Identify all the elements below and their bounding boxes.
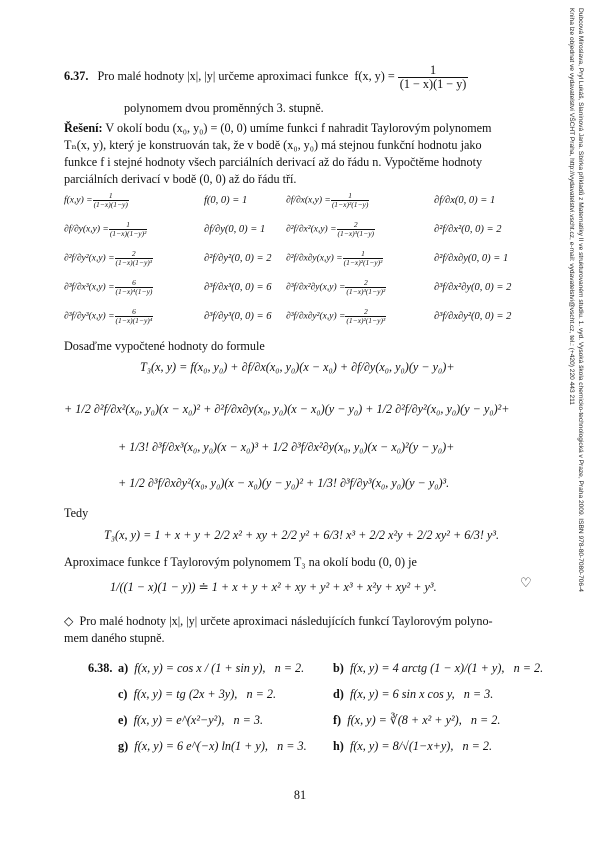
derivative-expression (286, 192, 369, 209)
side-note-line1: Dubcová Miroslava, Pryl Lukáš, Slaninová Jana. Sbírka příkladů z Matematiky II ve strukturovaném studiu. 1. vyd. Vysoká škola chemicko-technologická v Praze, Praha 2009. ISBN 978-80-7080-706-4 (577, 8, 584, 592)
derivative-fraction (115, 250, 154, 267)
exercise-item (333, 739, 492, 754)
fraction-numerator: 2 (115, 250, 154, 259)
solution-line2: Tₙ(x, y), který je konstruován tak, že v bodě (x₀, y₀) má stejnou funkční hodnotu jako (64, 138, 482, 152)
derivative-expression (286, 221, 375, 238)
derivative-expression (286, 308, 386, 325)
exercise-item-label: h) (333, 739, 344, 753)
derivative-label: ∂f/∂x(x,y) = (286, 195, 331, 206)
derivative-fraction (115, 308, 154, 325)
fraction-denominator: (1−x)²(1−y)² (343, 257, 383, 267)
exercise-item-label: g) (118, 739, 129, 753)
fraction-denominator: (1−x)³(1−y) (337, 228, 375, 238)
derivative-expression (286, 279, 386, 296)
frac-den: (1 − x)(1 − y) (399, 76, 467, 91)
fraction-denominator: (1−x)(1−y)⁴ (115, 315, 153, 325)
derivative-row (64, 248, 534, 274)
exercise-item-expression: f(x, y) = 4 arctg (1 − x)/(1 + y), (349, 661, 505, 675)
problem-fraction (398, 64, 469, 91)
exercise-item-label: b) (333, 661, 344, 675)
derivative-label: ∂³f/∂y³(x,y) = (64, 311, 115, 322)
exercise-item-expression: f(x, y) = e^(x²−y²), (133, 713, 225, 727)
exercise-item-degree: n = 2. (246, 687, 277, 701)
exercise-item (333, 713, 500, 728)
fraction-numerator: 2 (345, 279, 386, 288)
fraction-denominator: (1−x)(1−y)³ (115, 257, 153, 267)
derivative-value: ∂f/∂x(0, 0) = 1 (434, 195, 496, 206)
derivative-label: ∂³f/∂x²∂y(x,y) = (286, 282, 346, 293)
problem-637-header (64, 64, 468, 91)
problem-func: f(x, y) = (354, 69, 395, 84)
solution-label: Řešení: (64, 121, 103, 135)
fraction-denominator: (1−x)⁴(1−y) (115, 286, 153, 296)
derivative-fraction (109, 221, 148, 238)
exercise-item-expression: f(x, y) = 6 sin x cos y, (349, 687, 455, 701)
exercise-item (118, 739, 307, 754)
derivative-fraction (343, 250, 384, 267)
exercise-item-degree: n = 3. (233, 713, 264, 727)
fraction-denominator: (1−x)²(1−y)³ (346, 315, 386, 325)
fraction-numerator: 1 (109, 221, 148, 230)
derivative-value: ∂²f/∂x∂y(0, 0) = 1 (434, 253, 509, 264)
derivative-value: ∂³f/∂x²∂y(0, 0) = 2 (434, 282, 512, 293)
exercise-item-degree: n = 2. (513, 661, 544, 675)
derivative-value: ∂f/∂y(0, 0) = 1 (204, 224, 266, 235)
derivative-fraction (331, 192, 370, 209)
exercise-item-expression: f(x, y) = 6 e^(−x) ln(1 + y), (134, 739, 268, 753)
heart-icon: ♡ (520, 576, 532, 591)
fraction-numerator: 2 (345, 308, 386, 317)
exercise-line2: mem daného stupně. (64, 631, 165, 645)
derivative-value: ∂³f/∂x∂y²(0, 0) = 2 (434, 311, 512, 322)
fraction-denominator: (1−x)(1−y) (93, 199, 128, 209)
fraction-denominator: (1−x)(1−y)² (109, 228, 147, 238)
derivative-fraction (93, 192, 129, 209)
derivative-label: ∂³f/∂x∂y²(x,y) = (286, 311, 346, 322)
formula-line4: + 1/2 ∂³f/∂x∂y²(x₀, y₀)(x − x₀)(y − y₀)² + 1/3! ∂³f/∂y³(x₀, y₀)(y − y₀)³. (118, 476, 450, 490)
derivative-fraction (345, 279, 386, 296)
exercise-line1 (64, 614, 493, 629)
derivative-row (64, 219, 534, 245)
exercise-item-label: d) (333, 687, 344, 701)
solution-line4: parciálních derivací v bodě (0, 0) až do řádu tří. (64, 172, 297, 186)
solution-line3: funkce f i stejné hodnoty všech parciálních derivací až do řádu n. Vypočtěme hodnoty (64, 155, 483, 169)
derivative-label: f(x,y) = (64, 195, 93, 206)
exercise-item-label: e) (118, 713, 128, 727)
derivative-label: ∂³f/∂x³(x,y) = (64, 282, 115, 293)
fraction-denominator: (1−x)²(1−y) (331, 199, 369, 209)
exercise-item-expression: f(x, y) = 8/√(1−x+y), (349, 739, 454, 753)
side-note (567, 8, 585, 848)
derivative-row (64, 190, 534, 216)
fraction-numerator: 1 (343, 250, 384, 259)
derivative-fraction (337, 221, 376, 238)
exercise-item (333, 687, 493, 702)
exercise-item-expression: f(x, y) = ∛(8 + x² + y²), (347, 713, 462, 727)
fraction-denominator: (1−x)³(1−y)² (346, 286, 386, 296)
derivative-label: ∂f/∂y(x,y) = (64, 224, 109, 235)
abs-xy: |x|, |y| (187, 69, 216, 84)
derivative-value: ∂³f/∂y³(0, 0) = 6 (204, 311, 272, 322)
derivative-expression (64, 192, 129, 209)
problem-637-line2: polynomem dvou proměnných 3. stupně. (124, 101, 324, 115)
derivative-row (64, 277, 534, 303)
solution-line1 (64, 121, 492, 136)
formula-line2: + 1/2 ∂²f/∂x²(x₀, y₀)(x − x₀)² + ∂²f/∂x∂y(x₀, y₀)(x − x₀)(y − y₀) + 1/2 ∂²f/∂y²(x₀, y₀)(y − y₀)²+ (64, 402, 510, 416)
derivative-expression (286, 250, 383, 267)
fraction-numerator: 6 (115, 279, 154, 288)
approx-result: 1/((1 − x)(1 − y)) ≐ 1 + x + y + x² + xy + y² + x³ + x²y + xy² + y³. (110, 580, 437, 594)
solution-text1: V okolí bodu (x₀, y₀) = (0, 0) umíme funkci f nahradit Taylorovým polynomem (105, 121, 492, 135)
exercise-item-degree: n = 2. (470, 713, 501, 727)
frac-num: 1 (398, 64, 469, 78)
exercise-item (333, 661, 543, 676)
derivative-expression (64, 279, 153, 296)
side-note-line2: Kniha lze objednat ve vydavatelství VŠCHT Praha, http://vydavatelstvi.vscht.cz, e-mail: vydavatelstvi@vscht.cz, tel.: (+420) 220 443 211 (568, 8, 575, 405)
derivative-value: ∂²f/∂x²(0, 0) = 2 (434, 224, 502, 235)
exercise-item-degree: n = 2. (462, 739, 493, 753)
exercise-item-degree: n = 3. (463, 687, 494, 701)
derivative-expression (64, 221, 147, 238)
approx-text: Aproximace funkce f Taylorovým polynomem T₃ na okolí bodu (0, 0) je (64, 555, 417, 569)
fraction-numerator: 1 (93, 192, 129, 201)
tedy-text: Tedy (64, 506, 89, 520)
exercise-item-degree: n = 3. (277, 739, 307, 753)
exercise-item-label: a) (118, 661, 129, 675)
derivative-label: ∂²f/∂x∂y(x,y) = (286, 253, 343, 264)
exercise-text1: Pro malé hodnoty |x|, |y| určete aproximaci následujících funkcí Taylorovým polyno- (79, 614, 493, 628)
derivative-label: ∂²f/∂x²(x,y) = (286, 224, 337, 235)
t3-result: T₃(x, y) = 1 + x + y + 2/2 x² + xy + 2/2 y² + 6/3! x³ + 2/2 x²y + 2/2 xy² + 6/3! y³. (104, 528, 500, 542)
substitute-text: Dosaďme vypočtené hodnoty do formule (64, 339, 265, 353)
exercise-item-expression: f(x, y) = tg (2x + 3y), (133, 687, 238, 701)
diamond-icon: ◇ (64, 614, 74, 628)
derivative-value: ∂³f/∂x³(0, 0) = 6 (204, 282, 272, 293)
derivative-fraction (345, 308, 386, 325)
problem-638-number: 6.38. (88, 661, 113, 675)
exercise-item (118, 687, 276, 702)
problem-determine: určeme aproximaci funkce (218, 69, 349, 84)
fraction-numerator: 1 (331, 192, 370, 201)
derivative-expression (64, 308, 153, 325)
derivative-value: f(0, 0) = 1 (204, 195, 248, 206)
exercise-item-label: f) (333, 713, 342, 727)
exercise-item-expression: f(x, y) = cos x / (1 + sin y), (134, 661, 266, 675)
exercise-item-label: c) (118, 687, 128, 701)
formula-line3: + 1/3! ∂³f/∂x³(x₀, y₀)(x − x₀)³ + 1/2 ∂³f/∂x²∂y(x₀, y₀)(x − x₀)²(y − y₀)+ (118, 440, 455, 454)
formula-line1: T₃(x, y) = f(x₀, y₀) + ∂f/∂x(x₀, y₀)(x − x₀) + ∂f/∂y(x₀, y₀)(y − y₀)+ (140, 360, 455, 374)
derivative-row (64, 306, 534, 332)
exercise-item (118, 713, 263, 728)
derivative-fraction (115, 279, 154, 296)
exercise-item (118, 661, 304, 676)
fraction-numerator: 2 (337, 221, 376, 230)
derivative-label: ∂²f/∂y²(x,y) = (64, 253, 115, 264)
exercise-item-degree: n = 2. (274, 661, 305, 675)
page-number: 81 (293, 788, 307, 802)
fraction-numerator: 6 (115, 308, 154, 317)
problem-intro: Pro malé hodnoty (97, 69, 185, 84)
derivative-expression (64, 250, 153, 267)
problem-number: 6.37. (64, 69, 89, 84)
derivative-value: ∂²f/∂y²(0, 0) = 2 (204, 253, 272, 264)
